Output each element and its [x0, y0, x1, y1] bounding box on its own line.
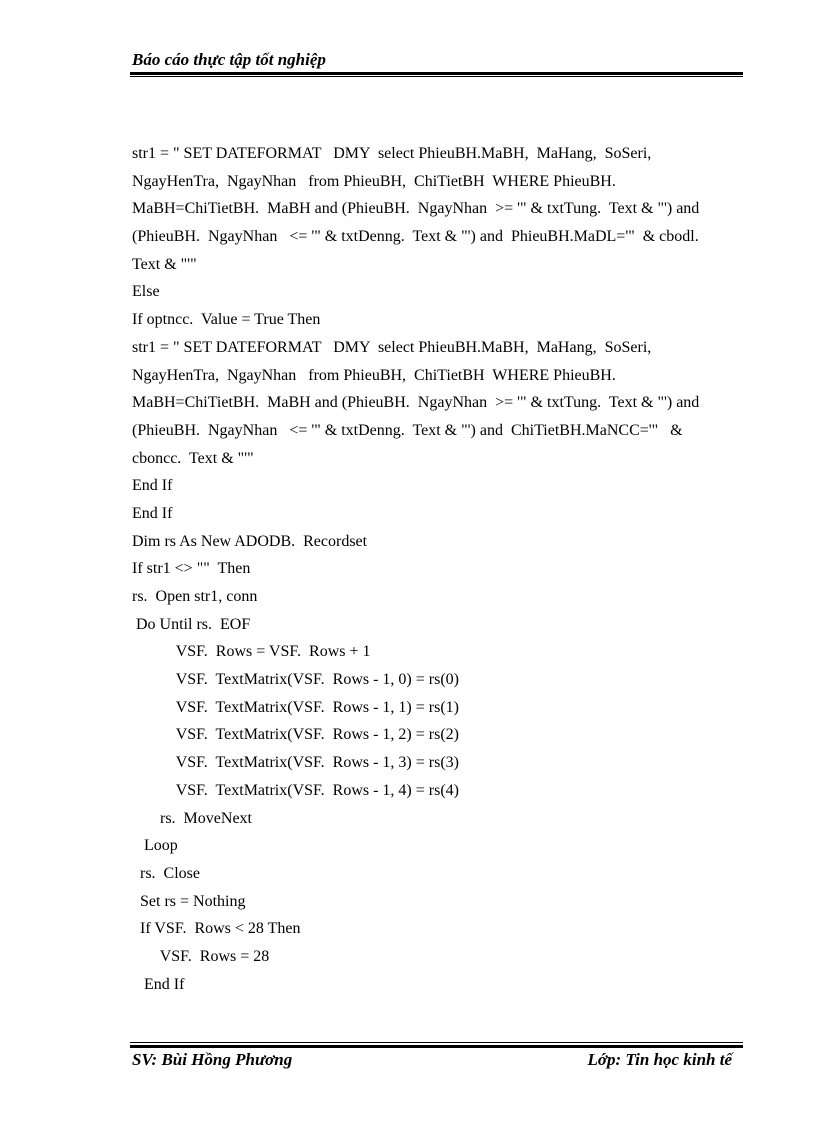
code-line: Else: [132, 283, 160, 301]
code-line: MaBH=ChiTietBH. MaBH and (PhieuBH. NgayNhan >= '" & txtTung. Text & "') and: [132, 200, 700, 218]
code-line: If VSF. Rows < 28 Then: [132, 920, 301, 938]
code-line: rs. Open str1, conn: [132, 588, 258, 605]
footer-rule-thin: [130, 1042, 743, 1043]
code-line: Text & "'": [132, 255, 197, 273]
code-line: Do Until rs. EOF: [132, 615, 251, 633]
code-line: VSF. Rows = VSF. Rows + 1: [132, 643, 371, 661]
footer-rule-thick: [130, 1045, 743, 1048]
code-line: VSF. TextMatrix(VSF. Rows - 1, 4) = rs(4): [132, 781, 459, 799]
code-line: MaBH=ChiTietBH. MaBH and (PhieuBH. NgayNhan >= '" & txtTung. Text & "') and: [132, 394, 700, 412]
code-line: NgayHenTra, NgayNhan from PhieuBH, ChiTietBH WHERE PhieuBH.: [132, 366, 616, 384]
code-line: str1 = " SET DATEFORMAT DMY select PhieuBH.MaBH, MaHang, SoSeri,: [132, 338, 652, 356]
code-line: End If: [132, 477, 173, 495]
code-line: End If: [132, 504, 173, 522]
footer-class-name: Lớp: Tin học kinh tế: [587, 1050, 732, 1069]
code-line: End If: [132, 975, 185, 993]
code-line: VSF. TextMatrix(VSF. Rows - 1, 3) = rs(3): [132, 754, 459, 772]
code-listing: [132, 140, 752, 998]
code-line: Loop: [132, 837, 178, 855]
code-line: Set rs = Nothing: [132, 892, 246, 910]
header-rule-thick: [130, 72, 743, 75]
code-line: VSF. TextMatrix(VSF. Rows - 1, 0) = rs(0): [132, 671, 459, 689]
code-line: cboncc. Text & "'": [132, 449, 254, 467]
code-line: rs. Close: [132, 864, 200, 882]
footer-student-name: SV: Bùi Hồng Phương: [132, 1050, 293, 1069]
code-line: rs. MoveNext: [132, 809, 252, 827]
code-line: VSF. TextMatrix(VSF. Rows - 1, 2) = rs(2): [132, 726, 459, 744]
code-line: (PhieuBH. NgayNhan <= '" & txtDenng. Text & "') and ChiTietBH.MaNCC='" &: [132, 421, 683, 439]
code-line: NgayHenTra, NgayNhan from PhieuBH, ChiTietBH WHERE PhieuBH.: [132, 172, 616, 190]
code-line: If str1 <> "" Then: [132, 560, 251, 578]
code-line: If optncc. Value = True Then: [132, 311, 321, 329]
code-line: VSF. Rows = 28: [132, 947, 270, 965]
header-rule-thin: [130, 76, 743, 77]
code-line: str1 = " SET DATEFORMAT DMY select PhieuBH.MaBH, MaHang, SoSeri,: [132, 145, 652, 162]
code-line: (PhieuBH. NgayNhan <= '" & txtDenng. Text & "') and PhieuBH.MaDL='" & cbodl.: [132, 228, 699, 246]
page-header-title: Báo cáo thực tập tốt nghiệp: [132, 50, 326, 69]
code-line: VSF. TextMatrix(VSF. Rows - 1, 1) = rs(1): [132, 698, 459, 716]
code-line: Dim rs As New ADODB. Recordset: [132, 532, 368, 550]
